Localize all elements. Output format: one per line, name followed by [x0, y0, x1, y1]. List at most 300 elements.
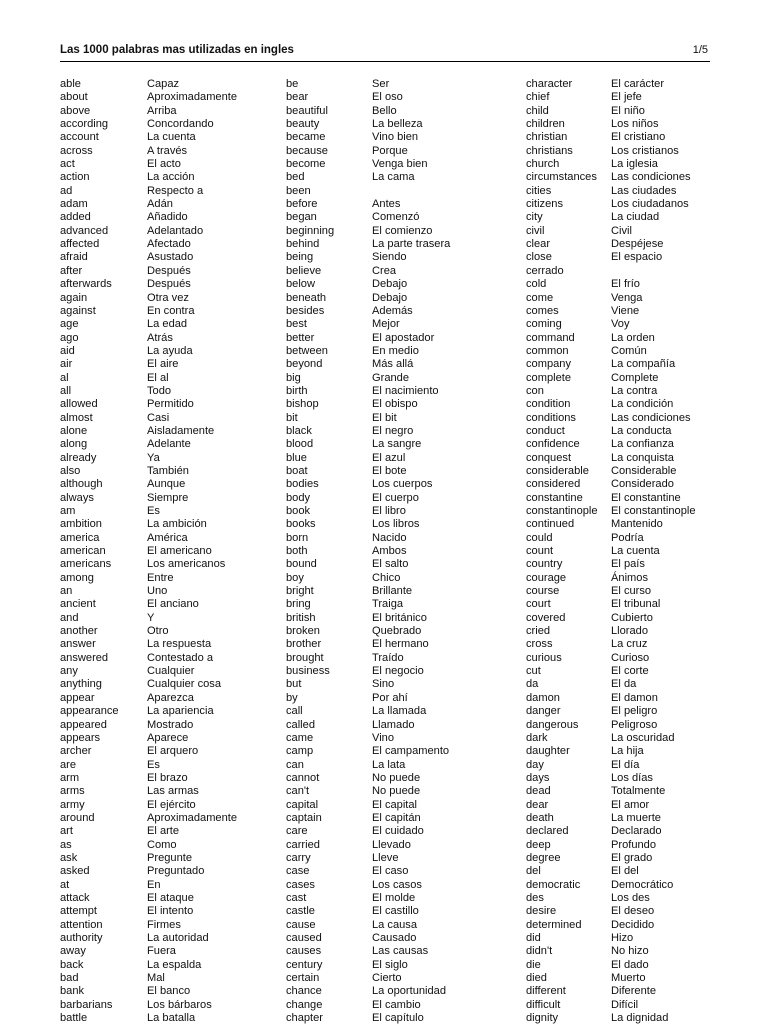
word-row — [60, 638, 282, 651]
english-word: coming — [526, 318, 562, 331]
spanish-translation: Siendo — [372, 251, 407, 264]
spanish-translation: La conquista — [611, 451, 674, 464]
spanish-translation: Bello — [372, 104, 397, 117]
english-word: degree — [526, 851, 561, 864]
spanish-translation: Aparece — [147, 731, 189, 744]
word-row — [60, 812, 282, 825]
spanish-translation: El obispo — [372, 398, 418, 411]
spanish-translation: Otro — [147, 625, 169, 638]
spanish-translation: Y — [147, 611, 155, 624]
spanish-translation: Diferente — [611, 985, 657, 998]
spanish-translation: El campamento — [372, 745, 450, 758]
english-word: be — [286, 78, 299, 90]
word-row — [526, 158, 710, 171]
spanish-translation: Preguntado — [147, 865, 205, 878]
english-word: christians — [526, 144, 573, 157]
word-row — [60, 932, 282, 945]
word-row — [286, 985, 522, 998]
spanish-translation: La edad — [147, 318, 188, 331]
spanish-translation: Venga — [611, 291, 643, 304]
spanish-translation: La parte trasera — [372, 238, 451, 251]
word-row — [60, 785, 282, 798]
english-word: afraid — [60, 251, 88, 264]
english-word: another — [60, 625, 98, 638]
english-word: determined — [526, 918, 582, 931]
spanish-translation: Los casos — [372, 878, 422, 891]
spanish-translation: A través — [147, 144, 188, 157]
word-row — [286, 905, 522, 918]
word-row — [286, 545, 522, 558]
word-row — [526, 131, 710, 144]
english-word: common — [526, 344, 569, 357]
spanish-translation: Común — [611, 344, 647, 357]
word-row — [526, 425, 710, 438]
english-word: appearance — [60, 705, 119, 718]
spanish-translation: El caso — [372, 865, 409, 878]
english-word: bound — [286, 558, 317, 571]
page-number: 1/5 — [692, 44, 708, 56]
english-word: but — [286, 678, 302, 691]
english-word: cities — [526, 184, 552, 197]
word-row — [526, 852, 710, 865]
word-row — [286, 385, 522, 398]
spanish-translation: Totalmente — [611, 785, 666, 798]
spanish-translation: El ataque — [147, 891, 194, 904]
spanish-translation: Ánimos — [611, 571, 648, 584]
word-row — [526, 705, 710, 718]
spanish-translation: La oportunidad — [372, 985, 447, 998]
english-word: des — [526, 891, 544, 904]
english-word: courage — [526, 571, 567, 584]
spanish-translation: El constantinople — [611, 505, 696, 517]
word-row — [526, 478, 710, 491]
word-row — [526, 238, 710, 251]
english-word: cried — [526, 625, 551, 638]
english-word: become — [286, 158, 326, 171]
spanish-translation: El país — [611, 558, 645, 571]
spanish-translation: Viene — [611, 304, 640, 317]
english-word: an — [60, 585, 73, 598]
word-row — [60, 959, 282, 972]
english-word: any — [60, 665, 78, 678]
english-word: continued — [526, 518, 575, 531]
english-word: blue — [286, 451, 307, 464]
spanish-translation: En contra — [147, 304, 195, 317]
word-row — [526, 492, 710, 505]
word-row — [286, 438, 522, 451]
english-word: chapter — [286, 1012, 324, 1025]
spanish-translation: También — [147, 464, 189, 477]
english-word: bishop — [286, 398, 319, 411]
word-row — [526, 78, 710, 91]
english-word: best — [286, 318, 307, 331]
spanish-translation: La llamada — [372, 705, 427, 718]
english-word: age — [60, 318, 79, 331]
english-word: cerrado — [526, 264, 564, 277]
word-row — [526, 292, 710, 305]
word-row — [526, 505, 710, 518]
english-word: boy — [286, 571, 304, 584]
english-word: certain — [286, 972, 320, 985]
word-row — [60, 78, 282, 91]
english-word: cases — [286, 878, 315, 891]
word-row — [60, 345, 282, 358]
word-row — [526, 332, 710, 345]
spanish-translation: No hizo — [611, 945, 649, 958]
english-word: comes — [526, 304, 559, 317]
english-word: account — [60, 131, 99, 144]
word-row — [286, 185, 522, 198]
english-word: business — [286, 665, 330, 678]
spanish-translation: El salto — [372, 558, 409, 571]
spanish-translation: El jefe — [611, 91, 642, 104]
word-row — [526, 171, 710, 184]
word-row — [526, 385, 710, 398]
english-word: against — [60, 304, 96, 317]
spanish-translation: El amor — [611, 798, 650, 811]
word-row — [60, 972, 282, 985]
english-word: death — [526, 811, 554, 824]
english-word: besides — [286, 304, 325, 317]
english-word: ambition — [60, 518, 102, 531]
spanish-translation: Más allá — [372, 358, 414, 371]
word-row — [286, 825, 522, 838]
english-word: cast — [286, 891, 307, 904]
english-word: day — [526, 758, 544, 771]
spanish-translation: Mal — [147, 972, 165, 985]
word-row — [526, 452, 710, 465]
english-word: clear — [526, 238, 551, 251]
word-row — [60, 492, 282, 505]
word-row — [286, 799, 522, 812]
word-row — [60, 705, 282, 718]
spanish-translation: Considerado — [611, 478, 674, 491]
english-word: beneath — [286, 291, 327, 304]
spanish-translation: Después — [147, 264, 191, 277]
spanish-translation: Muerto — [611, 972, 646, 985]
english-word: always — [60, 491, 94, 504]
spanish-translation: Es — [147, 758, 160, 771]
word-row — [60, 518, 282, 531]
spanish-translation: Los des — [611, 891, 650, 904]
word-row — [60, 558, 282, 571]
word-row — [526, 372, 710, 385]
english-word: boat — [286, 464, 308, 477]
word-row — [60, 385, 282, 398]
spanish-translation: Adelante — [147, 438, 191, 451]
spanish-translation: Permitido — [147, 398, 194, 411]
spanish-translation: Llevado — [372, 838, 411, 851]
spanish-translation: El peligro — [611, 705, 658, 718]
word-row — [60, 198, 282, 211]
english-word: could — [526, 531, 553, 544]
spanish-translation: El frío — [611, 278, 640, 291]
english-word: died — [526, 972, 547, 985]
word-row — [60, 91, 282, 104]
spanish-translation: Voy — [611, 318, 630, 331]
english-word: both — [286, 545, 308, 558]
english-word: allowed — [60, 398, 98, 411]
word-row — [526, 999, 710, 1012]
english-word: dark — [526, 731, 548, 744]
spanish-translation: Los cristianos — [611, 144, 679, 157]
spanish-translation: La belleza — [372, 118, 423, 131]
spanish-translation: Peligroso — [611, 718, 658, 731]
word-row — [286, 879, 522, 892]
english-word: dangerous — [526, 718, 579, 731]
spanish-translation: Quebrado — [372, 625, 422, 638]
spanish-translation: Grande — [372, 371, 410, 384]
spanish-translation: Fuera — [147, 945, 176, 958]
spanish-translation: La compañía — [611, 358, 676, 371]
english-word: cut — [526, 665, 541, 678]
spanish-translation: La orden — [611, 331, 655, 344]
spanish-translation: El negro — [372, 424, 414, 437]
word-row — [60, 532, 282, 545]
word-row — [286, 198, 522, 211]
spanish-translation: Traiga — [372, 598, 404, 611]
spanish-translation: Declarado — [611, 825, 662, 838]
english-word: company — [526, 358, 572, 371]
word-row — [60, 652, 282, 665]
word-row — [526, 905, 710, 918]
english-word: care — [286, 825, 308, 838]
spanish-translation: Las ciudades — [611, 184, 677, 197]
word-row — [60, 572, 282, 585]
word-row — [526, 985, 710, 998]
word-row — [60, 919, 282, 932]
spanish-translation: Ambos — [372, 545, 407, 558]
english-word: body — [286, 491, 311, 504]
word-row — [286, 358, 522, 371]
word-row — [526, 638, 710, 651]
word-row — [60, 292, 282, 305]
english-word: children — [526, 118, 565, 131]
english-word: confidence — [526, 438, 580, 451]
english-word: beginning — [286, 224, 335, 237]
word-row — [286, 372, 522, 385]
word-row — [286, 932, 522, 945]
spanish-translation: La lata — [372, 758, 406, 771]
english-word: church — [526, 158, 560, 171]
english-word: also — [60, 464, 81, 477]
word-row — [286, 812, 522, 825]
spanish-translation: El hermano — [372, 638, 429, 651]
spanish-translation: La cama — [372, 171, 415, 184]
spanish-translation: La ambición — [147, 518, 207, 531]
english-word: brother — [286, 638, 322, 651]
word-row — [286, 945, 522, 958]
english-word: around — [60, 811, 95, 824]
word-row — [286, 839, 522, 852]
spanish-translation: Cualquier — [147, 665, 195, 678]
spanish-translation: Traído — [372, 651, 404, 664]
english-word: broken — [286, 625, 320, 638]
spanish-translation: El deseo — [611, 905, 655, 918]
english-word: along — [60, 438, 88, 451]
english-word: all — [60, 384, 72, 397]
english-word: can't — [286, 785, 310, 798]
english-word: change — [286, 998, 323, 1011]
english-word: bit — [286, 411, 298, 424]
english-word: already — [60, 451, 97, 464]
english-word: afterwards — [60, 278, 112, 291]
word-row — [286, 678, 522, 691]
word-row — [526, 305, 710, 318]
spanish-translation: El arte — [147, 825, 180, 838]
english-word: democratic — [526, 878, 581, 891]
word-row — [286, 465, 522, 478]
word-row — [526, 585, 710, 598]
spanish-translation: El molde — [372, 891, 416, 904]
english-word: birth — [286, 384, 308, 397]
word-row — [286, 665, 522, 678]
word-row — [286, 572, 522, 585]
word-row — [526, 799, 710, 812]
english-word: again — [60, 291, 88, 304]
english-word: answer — [60, 638, 96, 651]
english-word: came — [286, 731, 314, 744]
spanish-translation: Democrático — [611, 878, 674, 891]
english-word: black — [286, 424, 312, 437]
spanish-translation: Cualquier cosa — [147, 678, 221, 691]
spanish-translation: Pregunte — [147, 851, 193, 864]
word-row — [286, 585, 522, 598]
spanish-translation: La oscuridad — [611, 731, 675, 744]
spanish-translation: Nacido — [372, 531, 407, 544]
word-row — [60, 452, 282, 465]
spanish-translation: Siempre — [147, 491, 189, 504]
word-row — [60, 945, 282, 958]
spanish-translation: Asustado — [147, 251, 194, 264]
spanish-translation: Difícil — [611, 998, 639, 1011]
word-row — [286, 171, 522, 184]
spanish-translation: Los cuerpos — [372, 478, 433, 491]
spanish-translation: El damon — [611, 691, 658, 704]
spanish-translation: El banco — [147, 985, 191, 998]
spanish-translation: Ya — [147, 451, 160, 464]
spanish-translation: Como — [147, 838, 177, 851]
spanish-translation: El nacimiento — [372, 384, 439, 397]
word-row — [526, 145, 710, 158]
english-word: constantinople — [526, 505, 598, 517]
word-row — [60, 225, 282, 238]
english-word: away — [60, 945, 86, 958]
english-word: difficult — [526, 998, 561, 1011]
word-row — [526, 438, 710, 451]
word-row — [60, 372, 282, 385]
english-word: authority — [60, 932, 103, 944]
word-row — [526, 625, 710, 638]
spanish-translation: El tribunal — [611, 598, 661, 611]
word-row — [60, 732, 282, 745]
word-row — [60, 145, 282, 158]
english-word: action — [60, 171, 90, 184]
english-word: conditions — [526, 411, 576, 424]
word-row — [286, 785, 522, 798]
spanish-translation: El comienzo — [372, 224, 433, 237]
english-word: close — [526, 251, 552, 264]
spanish-translation: Sino — [372, 678, 395, 691]
english-word: appeared — [60, 718, 107, 731]
word-row — [526, 665, 710, 678]
spanish-translation: El bit — [372, 411, 397, 424]
spanish-translation: El oso — [372, 91, 403, 104]
spanish-translation: El castillo — [372, 905, 419, 918]
word-row — [60, 799, 282, 812]
spanish-translation: La autoridad — [147, 932, 209, 944]
spanish-translation: El corte — [611, 665, 649, 678]
word-row — [286, 892, 522, 905]
spanish-translation: La ayuda — [147, 344, 193, 357]
english-word: curious — [526, 651, 562, 664]
word-row — [286, 478, 522, 491]
spanish-translation: El espacio — [611, 251, 663, 264]
english-word: battle — [60, 1012, 88, 1025]
spanish-translation: Afectado — [147, 238, 191, 251]
spanish-translation: El brazo — [147, 771, 188, 784]
english-word: court — [526, 598, 551, 611]
word-row — [286, 265, 522, 278]
word-row — [286, 145, 522, 158]
word-row — [526, 398, 710, 411]
english-word: better — [286, 331, 315, 344]
english-word: asked — [60, 865, 90, 878]
english-word: considered — [526, 478, 581, 491]
word-row — [286, 225, 522, 238]
english-word: as — [60, 838, 72, 851]
english-word: anything — [60, 678, 102, 691]
word-row — [286, 91, 522, 104]
english-word: city — [526, 211, 543, 224]
english-word: according — [60, 118, 109, 131]
spanish-translation: Crea — [372, 264, 397, 277]
spanish-translation: Las condiciones — [611, 171, 691, 184]
english-word: call — [286, 705, 303, 718]
english-word: beautiful — [286, 104, 328, 117]
word-row — [286, 759, 522, 772]
english-word: carry — [286, 851, 311, 864]
word-row — [286, 612, 522, 625]
word-row — [60, 398, 282, 411]
english-word: act — [60, 158, 75, 171]
spanish-translation: La batalla — [147, 1012, 196, 1025]
word-row — [526, 211, 710, 224]
english-word: attack — [60, 891, 90, 904]
spanish-translation: Los niños — [611, 118, 659, 131]
word-row — [60, 625, 282, 638]
spanish-translation: Por ahí — [372, 691, 408, 704]
word-row — [526, 265, 710, 278]
word-row — [526, 118, 710, 131]
english-word: attention — [60, 918, 103, 931]
english-word: big — [286, 371, 301, 384]
spanish-translation: La confianza — [611, 438, 674, 451]
english-word: art — [60, 825, 73, 838]
word-row — [286, 318, 522, 331]
english-word: case — [286, 865, 310, 878]
spanish-translation: Lleve — [372, 851, 399, 864]
spanish-translation: Aunque — [147, 478, 186, 491]
spanish-translation: El niño — [611, 104, 645, 117]
english-word: days — [526, 771, 550, 784]
english-word: been — [286, 184, 311, 197]
english-word: complete — [526, 371, 572, 384]
english-word: chance — [286, 985, 322, 998]
spanish-translation: Decidido — [611, 918, 655, 931]
word-row — [286, 719, 522, 732]
spanish-translation: Venga bien — [372, 158, 428, 171]
